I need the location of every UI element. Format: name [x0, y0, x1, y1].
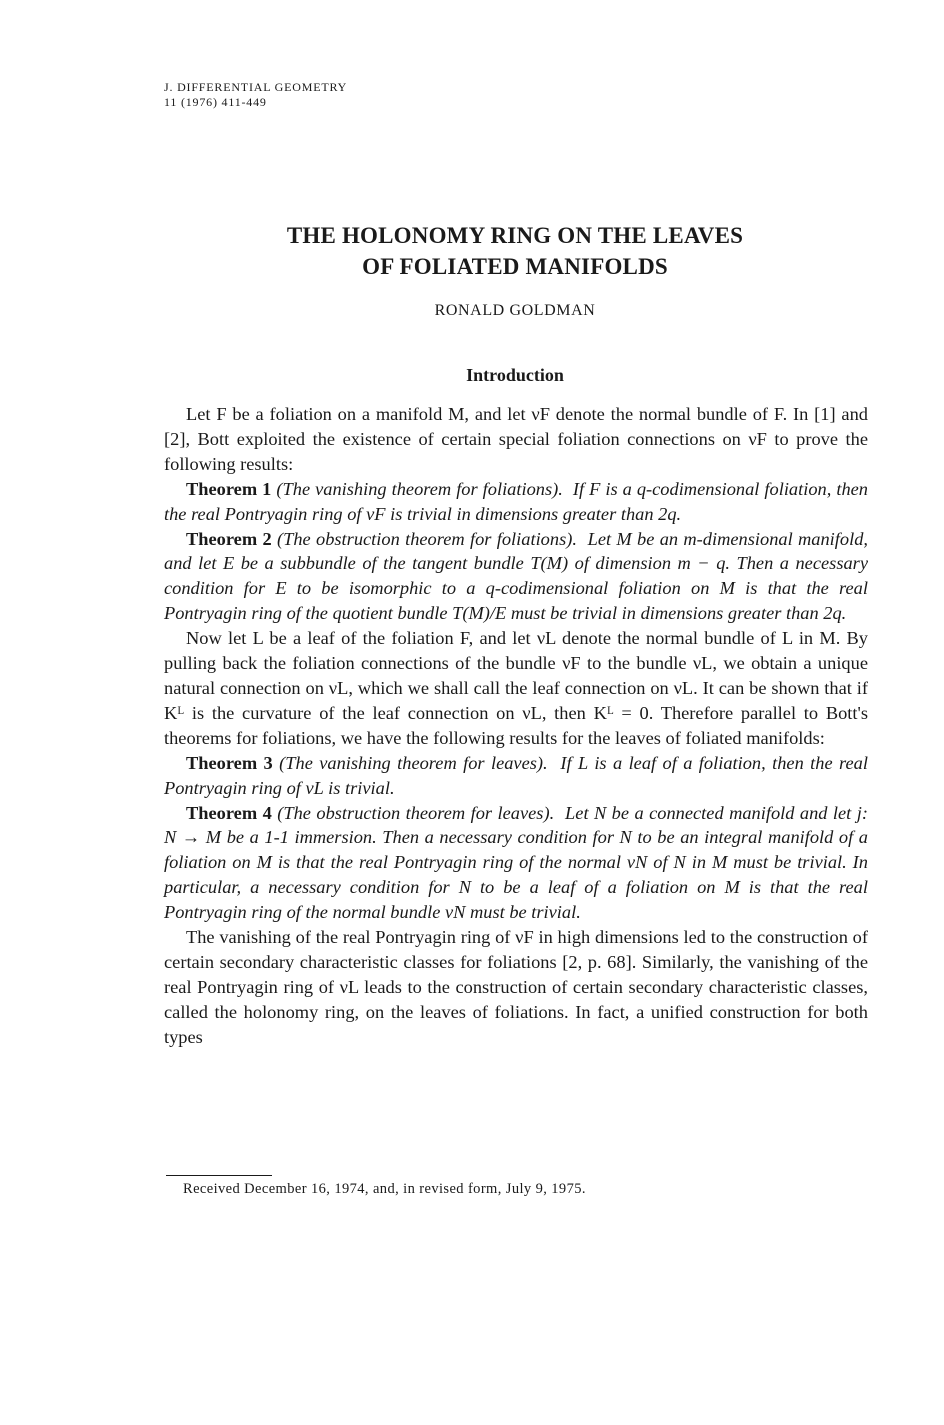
footnote: Received December 16, 1974, and, in revised form, July 9, 1975.: [183, 1181, 586, 1197]
footnote-rule: [166, 1175, 272, 1176]
theorem-1-name: (The vanishing theorem for foliations).: [276, 478, 563, 499]
body-text: [164, 402, 868, 1050]
theorem-2-statement: Let M be an m-dimensional manifold, and let E be a subbundle of the tangent bundle T(M) of dimension m − q. Then a necessary condition for E to be isomorphic to a q-codimensional foliation on M is that the real Pontryagin ring of the quotient bundle T(M)/E must be trivial in dimensions greater than 2q.: [164, 528, 868, 624]
final-paragraph: The vanishing of the real Pontryagin ring of νF in high dimensions led to the construction of certain secondary characteristic classes for foliations [2, p. 68]. Similarly, the vanishing of the real Pontryagin ring of νL leads to the construction of certain secondary characteristic classes, called the holonomy ring, on the leaves of foliations. In fact, a unified construction for both types: [164, 927, 868, 1047]
theorem-3-name: (The vanishing theorem for leaves).: [279, 752, 548, 773]
theorem-3-label: Theorem 3: [186, 752, 273, 773]
section-heading: Introduction: [466, 365, 564, 385]
journal-name: J. DIFFERENTIAL GEOMETRY: [164, 80, 348, 94]
theorem-1: [164, 477, 868, 527]
theorem-4: [164, 801, 868, 926]
paper-title: [160, 220, 870, 282]
theorem-2-label: Theorem 2: [186, 528, 272, 549]
leaf-paragraph: Now let L be a leaf of the foliation F, and let νL denote the normal bundle of L in M. By pulling back the foliation connections of the bundle νF to the bundle νL, we obtain a unique natural connection on νL, which we shall call the leaf connection on νL. It can be shown that if Kᴸ is the curvature of the leaf connection on νL, then Kᴸ = 0. Therefore parallel to Bott's theorems for foliations, we have the following results for the leaves of foliated manifolds:: [164, 628, 868, 748]
intro-paragraph: Let F be a foliation on a manifold M, and let νF denote the normal bundle of F. In [1] and [2], Bott exploited the existence of certain special foliation connections on νF to prove the following results:: [164, 404, 868, 474]
theorem-3-statement: If L is a leaf of a foliation, then the real Pontryagin ring of νL is trivial.: [164, 752, 868, 798]
theorem-3: [164, 751, 868, 801]
title-line-2: OF FOLIATED MANIFOLDS: [362, 254, 668, 279]
journal-header: [164, 80, 347, 110]
theorem-1-label: Theorem 1: [186, 478, 272, 499]
theorem-2: [164, 527, 868, 627]
theorem-4-name: (The obstruction theorem for leaves).: [277, 802, 555, 823]
journal-volume: 11 (1976) 411-449: [164, 95, 267, 109]
theorem-1-statement: If F is a q-codimensional foliation, then the real Pontryagin ring of νF is trivial in dimensions greater than 2q.: [164, 478, 868, 524]
theorem-4-label: Theorem 4: [186, 802, 272, 823]
title-line-1: THE HOLONOMY RING ON THE LEAVES: [286, 223, 744, 248]
theorem-4-statement: Let N be a connected manifold and let j: N → M be a 1-1 immersion. Then a necessary condition for N to be an integral manifold of a foliation on M is that the real Pontryagin ring of the normal νN of N in M must be trivial. In particular, a necessary condition for N to be a leaf of a foliation on M is that the real Pontryagin ring of the normal bundle νN must be trivial.: [164, 802, 868, 923]
author-name: RONALD GOLDMAN: [434, 302, 596, 319]
theorem-2-name: (The obstruction theorem for foliations).: [276, 528, 577, 549]
